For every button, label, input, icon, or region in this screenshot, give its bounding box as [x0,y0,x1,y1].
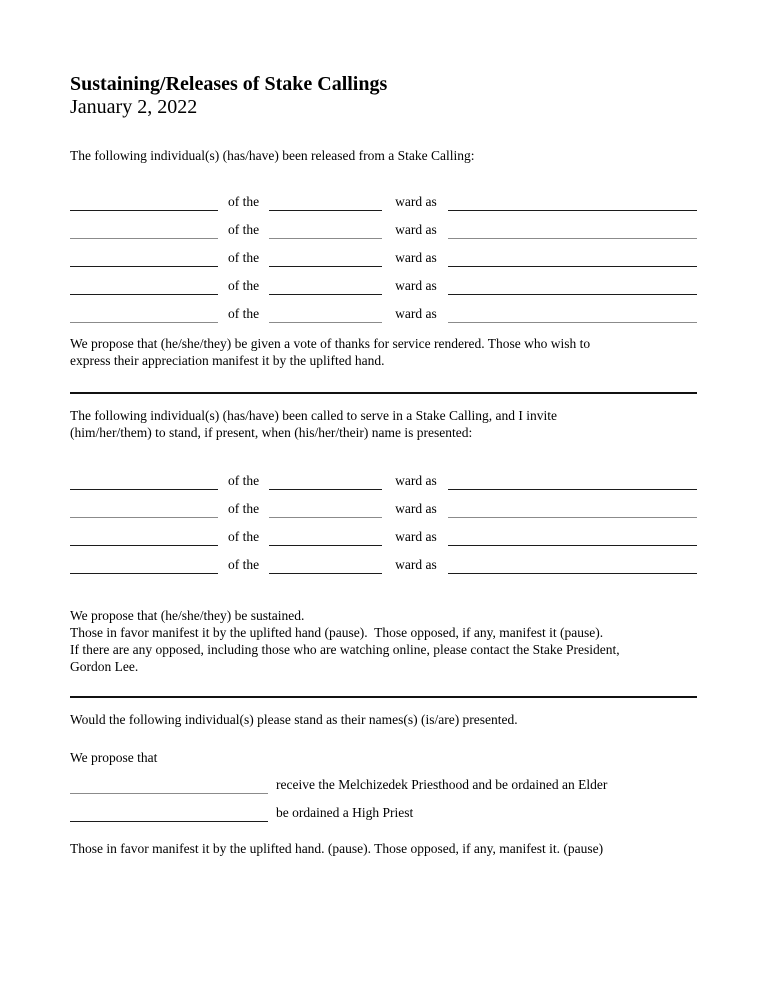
fill-row [70,546,697,574]
name-blank[interactable] [70,546,218,574]
section-divider [70,392,697,394]
ward-blank[interactable] [269,183,382,211]
ward-blank[interactable] [269,295,382,323]
calling-blank[interactable] [448,490,697,518]
calling-blank[interactable] [448,462,697,490]
called-proposal-line: Those in favor manifest it by the uplifted hand (pause). Those opposed, if any, manifest it (pause). [70,625,604,640]
called-proposal-line: Gordon Lee. [70,659,139,674]
fill-row [70,518,697,546]
name-blank[interactable] [70,462,218,490]
ward-blank[interactable] [269,267,382,295]
ward-blank[interactable] [269,462,382,490]
called-proposal-line: We propose that (he/she/they) be sustained. [70,608,305,623]
calling-blank[interactable] [448,267,697,295]
ordination-vote-text: Those in favor manifest it by the uplifted hand. (pause). Those opposed, if any, manifest it. (pause) [70,841,604,856]
of-the-label: of the [228,557,260,572]
fill-row [70,211,697,239]
ward-blank[interactable] [269,211,382,239]
ordination-row [70,766,697,794]
of-the-label: of the [228,194,260,209]
released-proposal-line: express their appreciation manifest it by the uplifted hand. [70,353,385,368]
called-proposal-line: If there are any opposed, including those who are watching online, please contact the Stake President, [70,642,620,657]
ward-as-label: ward as [395,557,437,572]
released-proposal [70,335,697,369]
ward-as-label: ward as [395,473,437,488]
called-intro-line: (him/her/them) to stand, if present, when (his/her/their) name is presented: [70,425,473,440]
ward-as-label: ward as [395,306,437,321]
released-fill-rows [70,183,697,323]
document-title: Sustaining/Releases of Stake Callings [70,73,388,95]
of-the-label: of the [228,473,260,488]
name-blank[interactable] [70,490,218,518]
ward-as-label: ward as [395,278,437,293]
of-the-label: of the [228,278,260,293]
calling-blank[interactable] [448,546,697,574]
ward-as-label: ward as [395,250,437,265]
ordination-rows [70,766,697,822]
name-blank[interactable] [70,295,218,323]
ward-blank[interactable] [269,546,382,574]
fill-row [70,462,697,490]
of-the-label: of the [228,501,260,516]
calling-blank[interactable] [448,211,697,239]
released-proposal-line: We propose that (he/she/they) be given a vote of thanks for service rendered. Those who wish to [70,336,591,351]
calling-blank[interactable] [448,183,697,211]
of-the-label: of the [228,306,260,321]
calling-blank[interactable] [448,518,697,546]
ordination-text: be ordained a High Priest [276,805,414,820]
name-blank[interactable] [70,211,218,239]
released-section-intro: The following individual(s) (has/have) been released from a Stake Calling: [70,148,475,163]
of-the-label: of the [228,250,260,265]
document-date: January 2, 2022 [70,96,198,118]
calling-blank[interactable] [448,295,697,323]
ward-blank[interactable] [269,239,382,267]
section-divider [70,696,697,698]
called-fill-rows [70,462,697,574]
ward-as-label: ward as [395,194,437,209]
calling-blank[interactable] [448,239,697,267]
called-intro-line: The following individual(s) (has/have) been called to serve in a Stake Calling, and I invite [70,408,557,423]
name-blank[interactable] [70,766,268,794]
ordination-text: receive the Melchizedek Priesthood and be ordained an Elder [276,777,608,792]
ordination-section-intro: Would the following individual(s) please stand as their names(s) (is/are) presented. [70,712,518,727]
fill-row [70,295,697,323]
fill-row [70,239,697,267]
of-the-label: of the [228,529,260,544]
ordination-row [70,794,697,822]
name-blank[interactable] [70,794,268,822]
fill-row [70,267,697,295]
ward-blank[interactable] [269,490,382,518]
fill-row [70,183,697,211]
name-blank[interactable] [70,183,218,211]
fill-row [70,490,697,518]
name-blank[interactable] [70,267,218,295]
ward-as-label: ward as [395,529,437,544]
called-proposal [70,607,697,675]
name-blank[interactable] [70,518,218,546]
called-section-intro [70,407,697,441]
of-the-label: of the [228,222,260,237]
ward-blank[interactable] [269,518,382,546]
ward-as-label: ward as [395,222,437,237]
name-blank[interactable] [70,239,218,267]
propose-label: We propose that [70,750,158,765]
ward-as-label: ward as [395,501,437,516]
